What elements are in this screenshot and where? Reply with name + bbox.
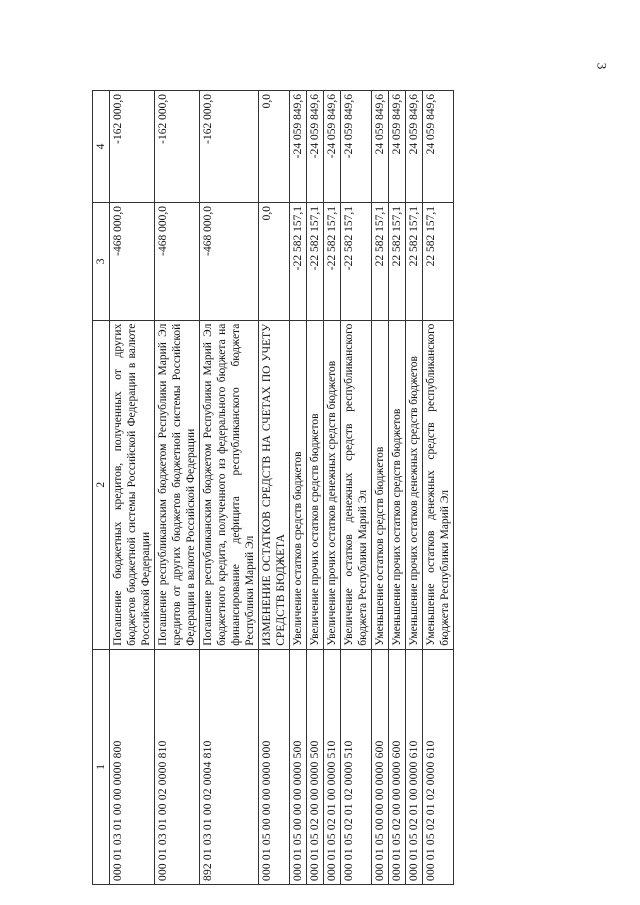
row-code: 000 01 05 00 00 00 0000 600 <box>372 649 389 884</box>
row-value-col3: -22 582 157,1 <box>324 203 341 321</box>
row-value-col4: 24 059 849,6 <box>389 91 406 203</box>
row-value-col4: -162 000,0 <box>200 91 259 203</box>
table-row <box>200 91 259 885</box>
row-name: Увеличение прочих остатков средств бюджетов <box>307 320 324 649</box>
row-code: 000 01 05 02 00 00 0000 500 <box>307 649 324 884</box>
row-value-col4: 24 059 849,6 <box>372 91 389 203</box>
table-row <box>155 91 200 885</box>
table-row <box>290 91 307 885</box>
table-row <box>110 91 155 885</box>
row-value-col3: -22 582 157,1 <box>341 203 372 321</box>
header-col-1: 1 <box>93 649 110 884</box>
row-name: Увеличение остатков средств бюджетов <box>290 320 307 649</box>
row-value-col3: -468 000,0 <box>200 203 259 321</box>
row-name: Уменьшение остатков средств бюджетов <box>372 320 389 649</box>
row-code: 000 01 05 00 00 00 0000 500 <box>290 649 307 884</box>
row-value-col3: -468 000,0 <box>155 203 200 321</box>
row-value-col3: 22 582 157,1 <box>423 203 454 321</box>
row-code: 000 01 05 02 01 00 0000 510 <box>324 649 341 884</box>
row-value-col4: -24 059 849,6 <box>324 91 341 203</box>
row-code: 000 01 05 02 01 02 0000 610 <box>423 649 454 884</box>
row-value-col3: 22 582 157,1 <box>372 203 389 321</box>
rotated-table-wrapper <box>92 90 562 885</box>
table-row <box>389 91 406 885</box>
row-code: 000 01 03 01 00 02 0000 810 <box>155 649 200 884</box>
row-name: Уменьшение остатков денежных средств республиканского бюджета Республики Марий Эл <box>423 320 454 649</box>
row-name: ИЗМЕНЕНИЕ ОСТАТКОВ СРЕДСТВ НА СЧЕТАХ ПО УЧЕТУ СРЕДСТВ БЮДЖЕТА <box>259 320 290 649</box>
table-row <box>324 91 341 885</box>
row-value-col4: -24 059 849,6 <box>307 91 324 203</box>
row-value-col3: -22 582 157,1 <box>307 203 324 321</box>
row-value-col4: -162 000,0 <box>155 91 200 203</box>
row-value-col4: 24 059 849,6 <box>423 91 454 203</box>
row-code: 000 01 05 02 01 00 0000 610 <box>406 649 423 884</box>
table-row <box>307 91 324 885</box>
row-code: 000 01 03 01 00 00 0000 800 <box>110 649 155 884</box>
table-row <box>406 91 423 885</box>
row-name: Уменьшение прочих остатков средств бюджетов <box>389 320 406 649</box>
row-value-col4: -162 000,0 <box>110 91 155 203</box>
row-value-col3: 0,0 <box>259 203 290 321</box>
header-col-4: 4 <box>93 91 110 203</box>
table-row <box>423 91 454 885</box>
table-sheet <box>92 90 562 885</box>
row-name: Увеличение прочих остатков денежных средств бюджетов <box>324 320 341 649</box>
table-row <box>372 91 389 885</box>
row-name: Уменьшение прочих остатков денежных средств бюджетов <box>406 320 423 649</box>
page-number: 3 <box>594 62 610 70</box>
row-value-col4: 0,0 <box>259 91 290 203</box>
table-row <box>259 91 290 885</box>
row-value-col3: -22 582 157,1 <box>290 203 307 321</box>
header-col-3: 3 <box>93 203 110 321</box>
header-col-2: 2 <box>93 320 110 649</box>
row-name: Погашение республиканским бюджетом Республики Марий Эл кредитов от других бюджетов бюджетной системы Российской Федерации в валюте Российской Федерации <box>155 320 200 649</box>
row-code: 892 01 03 01 00 02 0004 810 <box>200 649 259 884</box>
row-value-col4: -24 059 849,6 <box>290 91 307 203</box>
row-value-col4: -24 059 849,6 <box>341 91 372 203</box>
row-name: Увеличение остатков денежных средств республиканского бюджета Республики Марий Эл <box>341 320 372 649</box>
row-value-col3: -468 000,0 <box>110 203 155 321</box>
row-value-col4: 24 059 849,6 <box>406 91 423 203</box>
row-code: 000 01 05 02 01 02 0000 510 <box>341 649 372 884</box>
table-row <box>341 91 372 885</box>
table-header-row <box>93 91 110 885</box>
row-name: Погашение бюджетных кредитов, полученных от других бюджетов бюджетной системы Российской Федерации в валюте Российской Федерации <box>110 320 155 649</box>
row-name: Погашение республиканским бюджетом Республики Марий Эл бюджетного кредита, полученного из федерального бюджета на финансирование дефицита республиканского бюджета Республики Марий Эл <box>200 320 259 649</box>
row-value-col3: 22 582 157,1 <box>389 203 406 321</box>
row-code: 000 01 05 02 00 00 0000 600 <box>389 649 406 884</box>
row-code: 000 01 05 00 00 00 0000 000 <box>259 649 290 884</box>
row-value-col3: 22 582 157,1 <box>406 203 423 321</box>
budget-sources-table <box>92 90 454 885</box>
